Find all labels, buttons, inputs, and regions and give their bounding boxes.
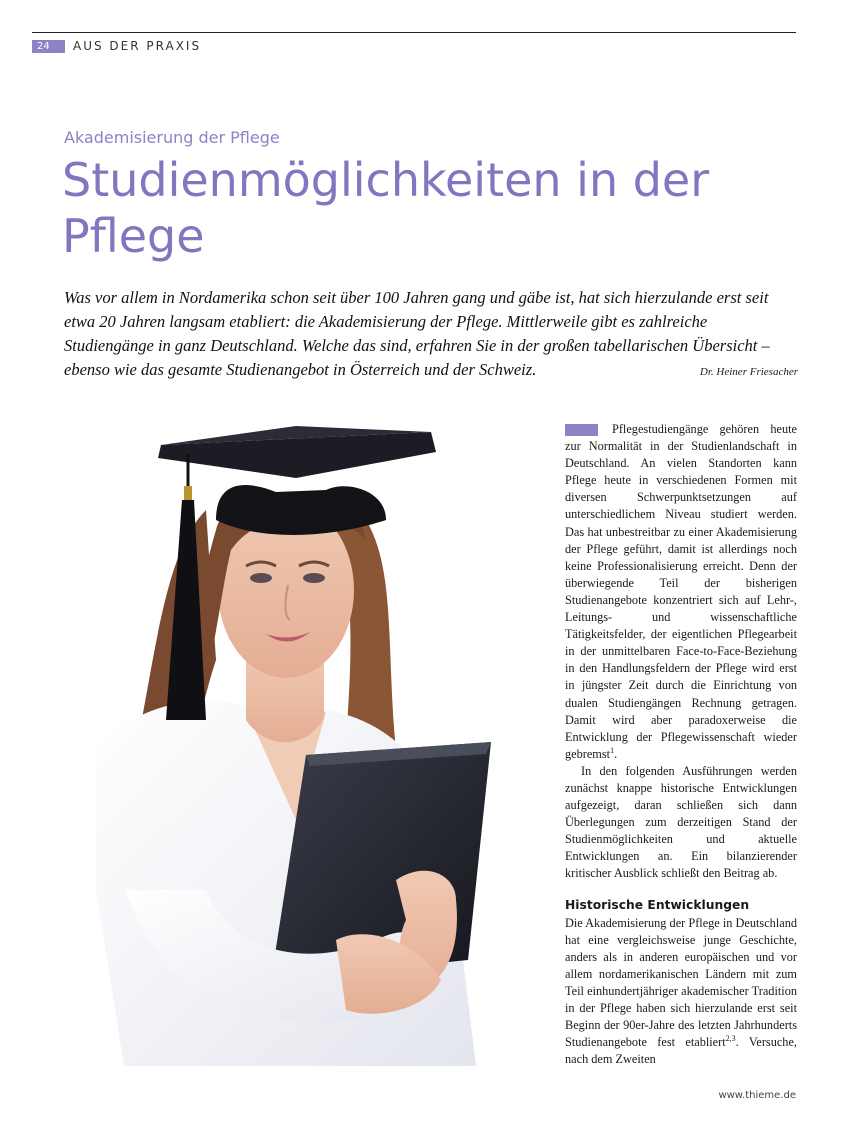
page-number: 24 — [32, 40, 65, 53]
paragraph-2: In den folgenden Ausführungen werden zunächst knappe historische Entwicklungen aufgezeigt, daran schließen sich dann Überlegungen zum derzeitigen Stand der Studienmöglichkeiten und aktuelle Entwicklungen an. Ein bilanzierender kritischer Ausblick schließt den Beitrag ab. — [565, 763, 797, 881]
article-kicker: Akademisierung der Pflege — [64, 128, 280, 147]
subheading: Historische Entwicklungen — [565, 897, 750, 912]
top-rule — [32, 32, 796, 33]
author-name: Dr. Heiner Friesacher — [699, 366, 798, 378]
footnote-ref-1: 1 — [610, 745, 615, 755]
lead-text: Was vor allem in Nordamerika schon seit über 100 Jahren gang und gäbe ist, hat sich hierzulande erst seit etwa 20 Jahren langsam etabliert: die Akademisierung der Pflege. Mittlerweile gibt es zahlreiche Studiengänge in ganz Deutschland. Welche das sind, erfahren Sie in der großen tabellarischen Übersicht – ebenso wie das gesamte Studienangebot in Österreich und der Schweiz. — [64, 288, 770, 379]
footnote-ref-2: 2,3 — [725, 1034, 736, 1044]
article-title: Studienmöglichkeiten in der Pflege — [62, 153, 710, 263]
section-label: AUS DER PRAXIS — [73, 39, 202, 53]
footer-url: www.thieme.de — [718, 1090, 796, 1101]
article-lead — [64, 286, 798, 384]
paragraph-1-text: Pflegestudiengänge gehören heute zur Normalität in der Studienlandschaft in Deutschland. An vielen Standorten kann Pflege heute in verschiedenen Formen mit diversen Schwerpunktsetzungen auf unterschiedlichem Niveau studiert werden. Das hat unbestreitbar zu einer Akademisierung der Pflege geführt, damit ist allerdings noch keine Professionalisierung erreicht. Denn der überwiegende Teil der bisherigen Studienangebote konzentriert sich auf Lehr-, Leitungs- und wissenschaftliche Tätigkeitsfelder, der eigentlichen Pflegearbeit in der unmittelbaren Face-to-Face-Beziehung in den Handlungsfeldern der Pflege wird erst in jüngster Zeit durch die Einrichtung von dualen Studiengängen Rechnung getragen. Damit wird aber paradoxerweise die Entwicklung der Pflegewissenschaft wieder gebremst — [565, 422, 797, 761]
paragraph-3 — [565, 915, 797, 1069]
paragraph-1 — [565, 421, 797, 763]
paragraph-3-text: Die Akademisierung der Pflege in Deutschland hat eine vergleichsweise junge Geschichte, anders als in anderen europäischen und vor allem nordamerikanischen Ländern mit zum Teil einhundertjähriger akademischer Tradition in der Pflege haben sich hierzulande erst seit Beginn der 90er-Jahre des letzten Jahrhunderts Studienangebote fest etabliert — [565, 915, 797, 1050]
body-column — [565, 421, 797, 1068]
paragraph-1-end: . — [614, 746, 618, 761]
graduate-nurse-photo — [96, 420, 496, 1066]
paragraph-marker — [565, 424, 598, 436]
paragraph-3-end: . Versuche, nach dem Zweiten — [565, 1035, 797, 1067]
